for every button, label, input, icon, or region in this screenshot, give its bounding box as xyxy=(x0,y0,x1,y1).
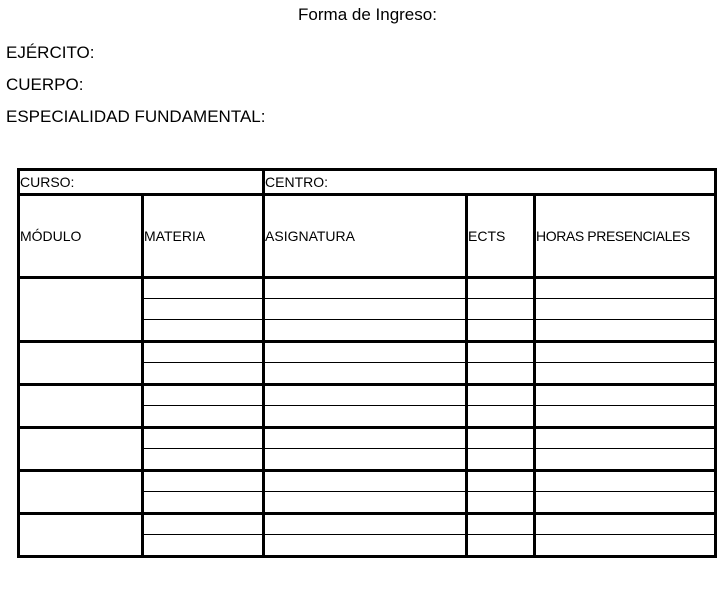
horas-cell xyxy=(535,471,716,492)
col-header-asignatura: ASIGNATURA xyxy=(264,195,467,278)
table-row xyxy=(19,342,716,363)
asignatura-cell xyxy=(264,514,467,535)
ects-cell xyxy=(467,342,535,363)
materia-cell xyxy=(143,471,264,492)
horas-cell xyxy=(535,385,716,406)
asignatura-cell xyxy=(264,428,467,449)
module-cell xyxy=(19,278,143,342)
table-header-columns xyxy=(19,195,716,278)
table-row xyxy=(19,428,716,449)
table-header-top xyxy=(19,170,716,195)
table-row xyxy=(19,471,716,492)
table-row xyxy=(19,514,716,535)
module-cell xyxy=(19,471,143,514)
asignatura-cell xyxy=(264,342,467,363)
field-ejercito: EJÉRCITO: xyxy=(6,43,95,62)
ects-cell xyxy=(467,363,535,385)
centro-cell: CENTRO: xyxy=(264,170,716,195)
col-header-modulo: MÓDULO xyxy=(19,195,143,278)
materia-cell xyxy=(143,278,264,299)
ects-cell xyxy=(467,320,535,342)
horas-cell xyxy=(535,514,716,535)
asignatura-cell xyxy=(264,449,467,471)
materia-cell xyxy=(143,320,264,342)
module-cell xyxy=(19,428,143,471)
course-table xyxy=(17,168,717,558)
horas-cell xyxy=(535,299,716,320)
ects-cell xyxy=(467,406,535,428)
horas-cell xyxy=(535,278,716,299)
table-row xyxy=(19,385,716,406)
ects-cell xyxy=(467,535,535,557)
asignatura-cell xyxy=(264,320,467,342)
table-row xyxy=(19,278,716,299)
ects-cell xyxy=(467,471,535,492)
col-header-materia: MATERIA xyxy=(143,195,264,278)
ects-cell xyxy=(467,385,535,406)
curso-cell: CURSO: xyxy=(19,170,264,195)
horas-cell xyxy=(535,449,716,471)
col-header-horas: HORAS PRESENCIALES xyxy=(535,195,716,278)
module-cell xyxy=(19,385,143,428)
materia-cell xyxy=(143,535,264,557)
materia-cell xyxy=(143,449,264,471)
ects-cell xyxy=(467,428,535,449)
asignatura-cell xyxy=(264,278,467,299)
ects-cell xyxy=(467,449,535,471)
module-cell xyxy=(19,514,143,557)
materia-cell xyxy=(143,428,264,449)
materia-cell xyxy=(143,492,264,514)
materia-cell xyxy=(143,363,264,385)
horas-cell xyxy=(535,342,716,363)
horas-cell xyxy=(535,492,716,514)
ects-cell xyxy=(467,299,535,320)
materia-cell xyxy=(143,299,264,320)
asignatura-cell xyxy=(264,492,467,514)
ects-cell xyxy=(467,278,535,299)
ects-cell xyxy=(467,492,535,514)
asignatura-cell xyxy=(264,363,467,385)
col-header-ects: ECTS xyxy=(467,195,535,278)
field-especialidad: ESPECIALIDAD FUNDAMENTAL: xyxy=(6,107,266,126)
materia-cell xyxy=(143,342,264,363)
horas-cell xyxy=(535,363,716,385)
asignatura-cell xyxy=(264,299,467,320)
asignatura-cell xyxy=(264,535,467,557)
field-cuerpo: CUERPO: xyxy=(6,75,84,94)
asignatura-cell xyxy=(264,406,467,428)
horas-cell xyxy=(535,320,716,342)
materia-cell xyxy=(143,514,264,535)
materia-cell xyxy=(143,406,264,428)
horas-cell xyxy=(535,428,716,449)
horas-cell xyxy=(535,406,716,428)
module-cell xyxy=(19,342,143,385)
asignatura-cell xyxy=(264,471,467,492)
form-title: Forma de Ingreso: xyxy=(298,5,437,24)
materia-cell xyxy=(143,385,264,406)
ects-cell xyxy=(467,514,535,535)
horas-cell xyxy=(535,535,716,557)
asignatura-cell xyxy=(264,385,467,406)
